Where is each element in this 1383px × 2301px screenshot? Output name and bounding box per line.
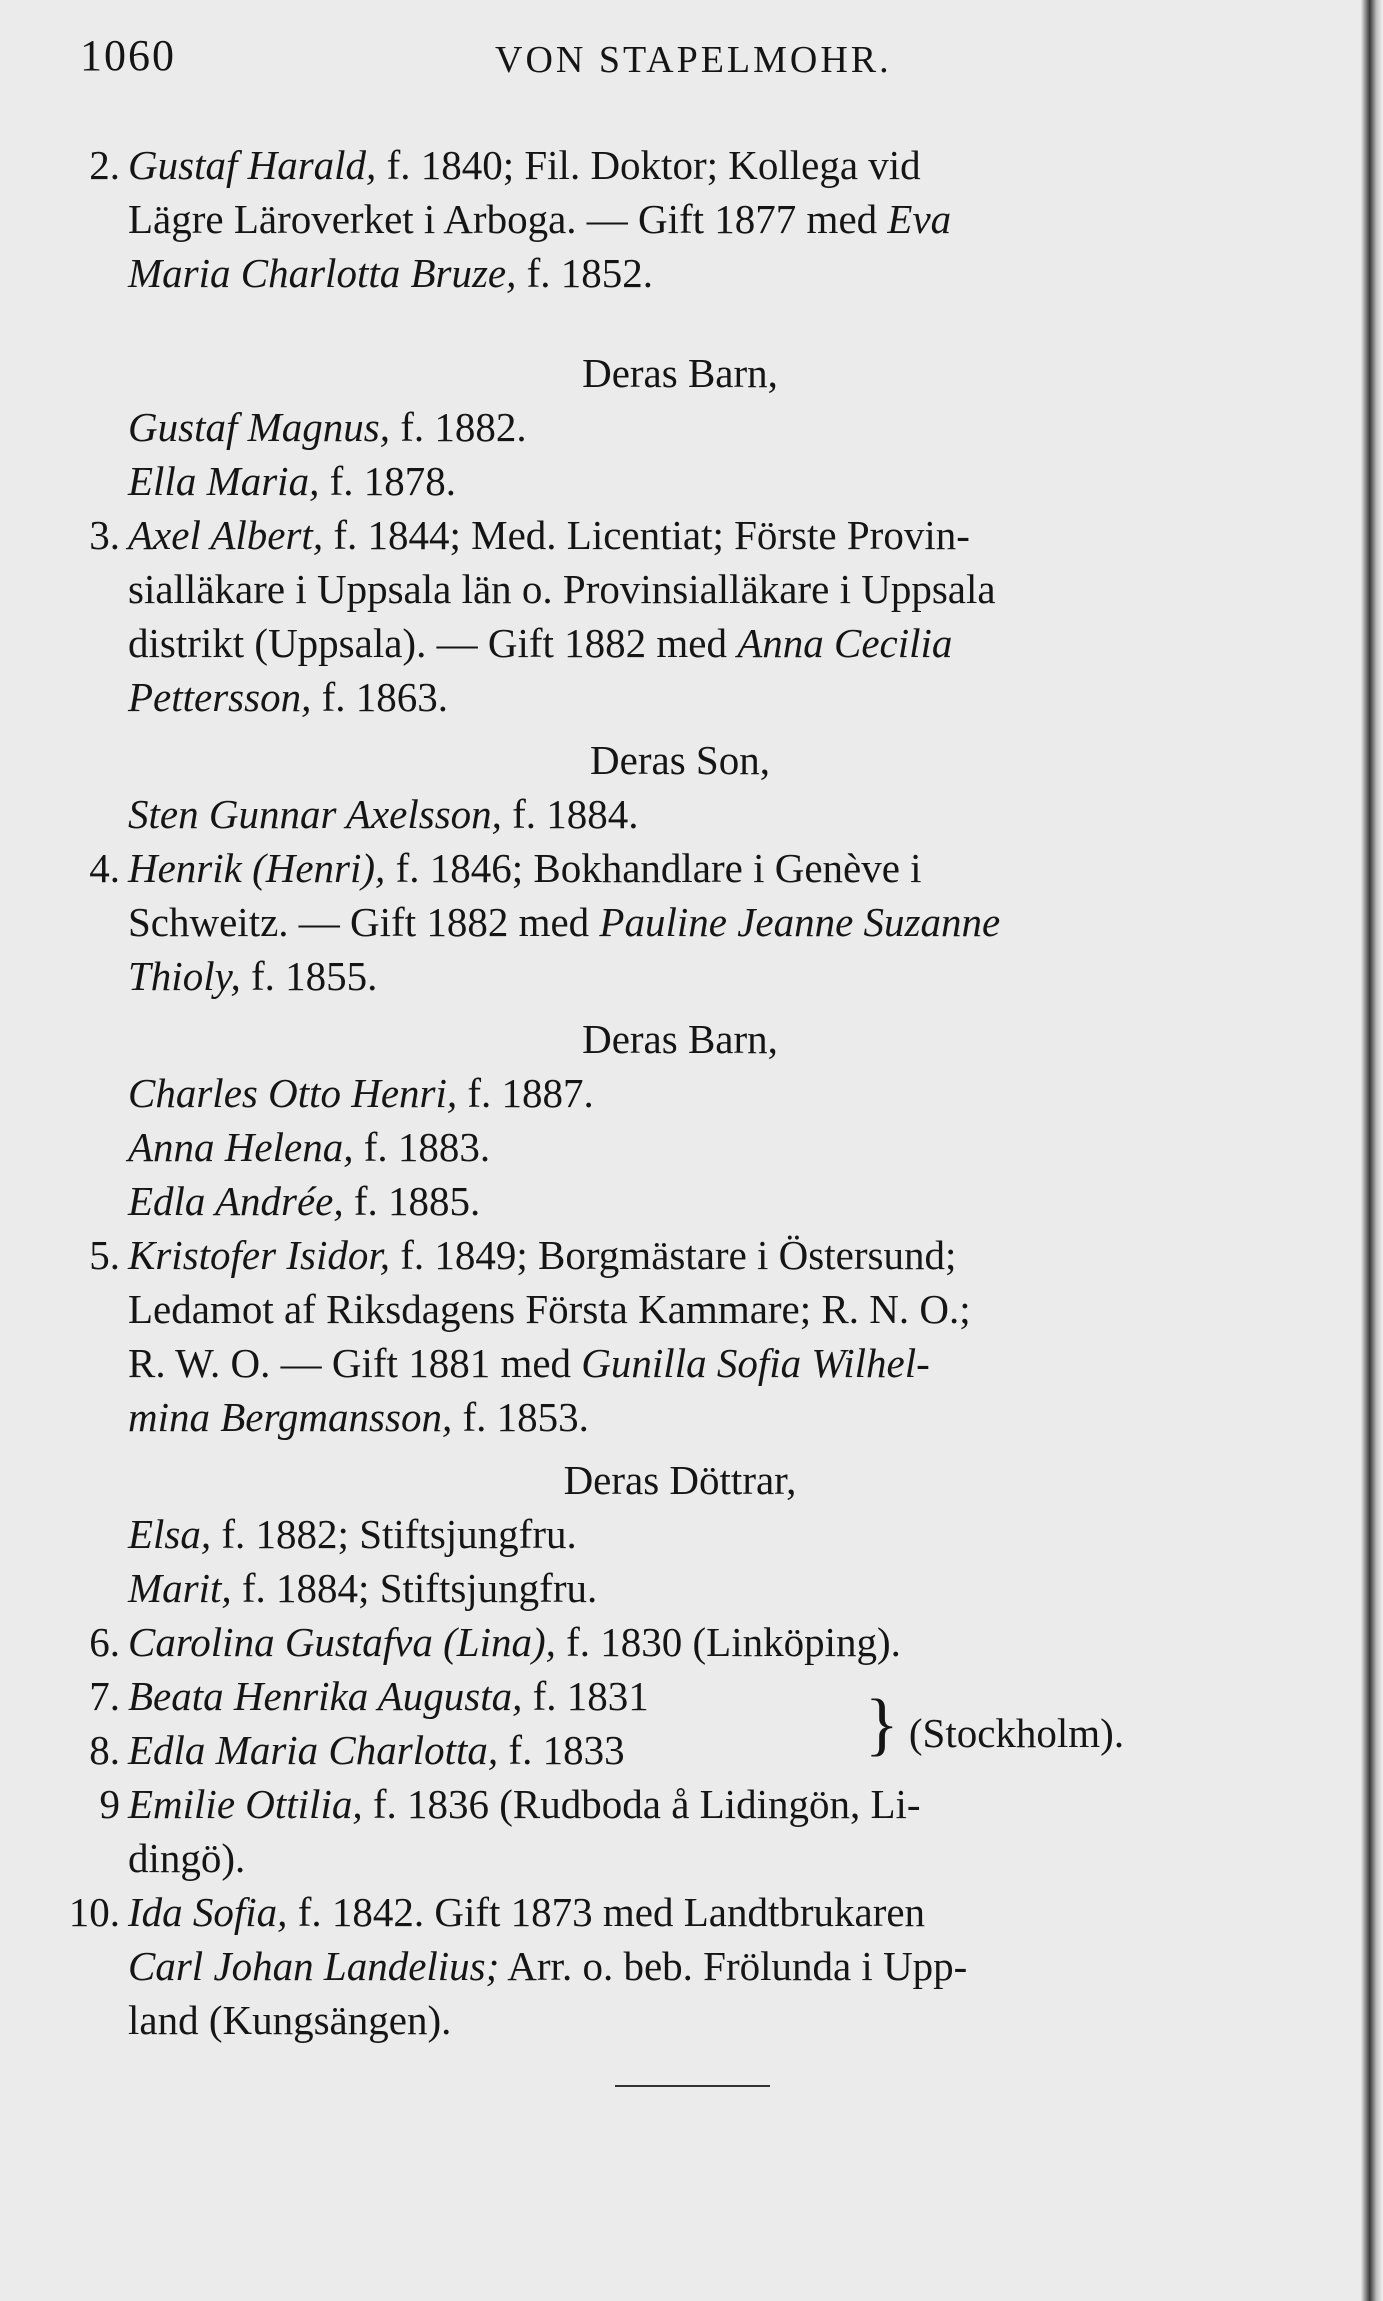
entry-8-line: 8. Edla Maria Charlotta, f. 1833 [89,1727,625,1773]
child-line: Sten Gunnar Axelsson, f. 1884. [128,791,639,837]
section-divider [615,2085,770,2087]
child-line: Ella Maria, f. 1878. [128,458,456,504]
entry-4-line-3: Thioly, f. 1855. [128,953,378,999]
children-heading: Deras Barn, [582,350,778,396]
page-header [80,30,1300,100]
entry-3-line-1: 3. Axel Albert, f. 1844; Med. Licentiat; Förste Provin- [89,512,970,558]
entry-5-line-2: Ledamot af Riksdagens Första Kammare; R. N. O.; [128,1286,971,1332]
entry-4-line-1: 4. Henrik (Henri), f. 1846; Bokhandlare i Genève i [89,845,922,891]
entry-2-line-1: 2. Gustaf Harald, f. 1840; Fil. Doktor; Kollega vid [89,142,921,188]
child-line: Gustaf Magnus, f. 1882. [128,404,527,450]
child-line: Edla Andrée, f. 1885. [128,1178,481,1224]
entry-2-line-2: Lägre Läroverket i Arboga. — Gift 1877 med Eva [128,196,952,242]
entry-10-line-2: Carl Johan Landelius; Arr. o. beb. Frölunda i Upp- [128,1943,968,1989]
brace-symbol: } [865,1686,899,1763]
entry-7-line: 7. Beata Henrika Augusta, f. 1831 [89,1673,649,1719]
child-line: Marit, f. 1884; Stiftsjungfru. [128,1565,598,1611]
running-title: VON STAPELMOHR. [495,39,892,81]
page-edge-shadow [1361,0,1383,2301]
entry-10-line-3: land (Kungsängen). [128,1997,452,2043]
entry-5-line-3: R. W. O. — Gift 1881 med Gunilla Sofia Wilhel- [128,1340,930,1386]
entry-7-8-place: } (Stockholm). [865,1686,1125,1763]
entry-3-line-4: Pettersson, f. 1863. [128,674,448,720]
page-number: 1060 [80,31,176,80]
children-heading: Deras Döttrar, [563,1457,797,1503]
entry-2-line-3: Maria Charlotta Bruze, f. 1852. [128,250,654,296]
children-heading: Deras Barn, [582,1016,778,1062]
child-line: Elsa, f. 1882; Stiftsjungfru. [128,1511,577,1557]
entry-3-line-2: sialläkare i Uppsala län o. Provinsialläkare i Uppsala [128,566,996,612]
child-line: Anna Helena, f. 1883. [128,1124,491,1170]
entry-10-line-1: 10. Ida Sofia, f. 1842. Gift 1873 med Landtbrukaren [68,1889,926,1935]
children-heading: Deras Son, [590,737,770,783]
child-line: Charles Otto Henri, f. 1887. [128,1070,594,1116]
entry-4-line-2: Schweitz. — Gift 1882 med Pauline Jeanne Suzanne [128,899,1001,945]
entry-9-line-1: 9 Emilie Ottilia, f. 1836 (Rudboda å Lidingön, Li- [99,1781,921,1827]
entry-6-line: 6. Carolina Gustafva (Lina), f. 1830 (Linköping). [89,1619,901,1665]
entry-3-line-3: distrikt (Uppsala). — Gift 1882 med Anna Cecilia [128,620,953,666]
entry-9-line-2: dingö). [128,1835,246,1881]
entry-5-line-1: 5. Kristofer Isidor, f. 1849; Borgmästare i Östersund; [89,1232,957,1278]
entry-5-line-4: mina Bergmansson, f. 1853. [128,1394,589,1440]
